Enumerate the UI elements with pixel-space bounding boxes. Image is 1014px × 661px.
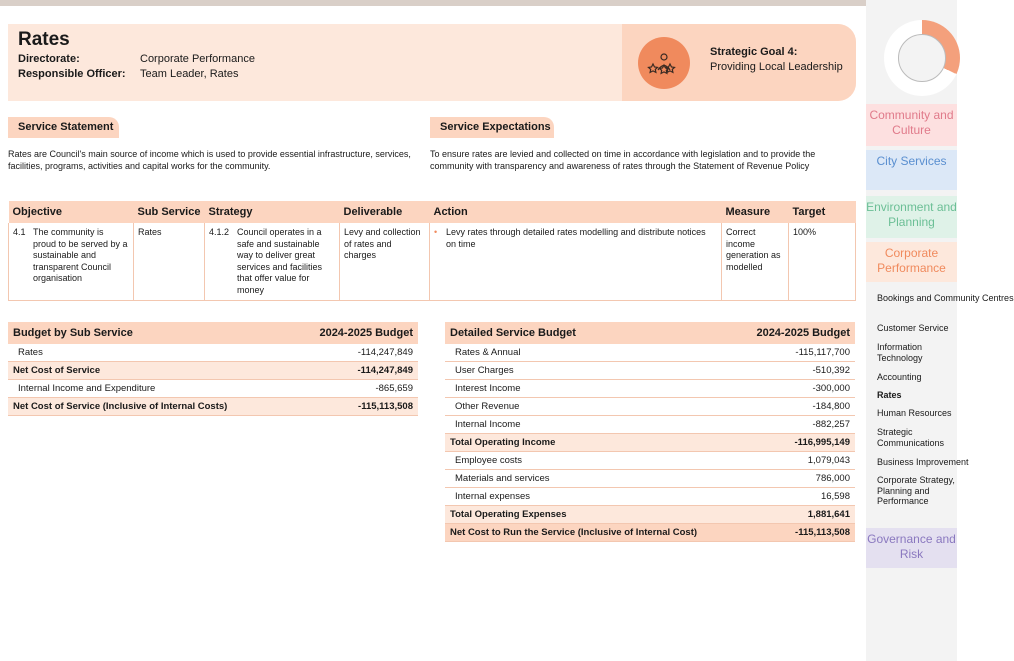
row-label: Net Cost of Service <box>8 362 289 380</box>
row-label: Rates & Annual <box>445 344 737 362</box>
row-label: Internal Income <box>445 416 737 434</box>
detailed-budget-title: Detailed Service Budget <box>445 322 737 344</box>
row-label: Materials and services <box>445 470 737 488</box>
sub-service-cell: Rates <box>134 223 205 301</box>
nav-sub-business-improvement[interactable]: Business Improvement <box>877 457 969 467</box>
row-label: Net Cost to Run the Service (Inclusive of Internal Cost) <box>445 524 737 542</box>
directorate-value: Corporate Performance <box>140 53 255 65</box>
table-row <box>9 223 856 301</box>
row-label: Employee costs <box>445 452 737 470</box>
nav-label: Community and Culture <box>869 108 954 137</box>
row-label: Net Cost of Service (Inclusive of Internal Costs) <box>8 398 289 416</box>
col-measure: Measure <box>722 201 789 223</box>
nav-sub-information-technology[interactable]: Information Technology <box>877 342 923 363</box>
action-text: Levy rates through detailed rates modelling and distribute notices on time <box>446 227 706 249</box>
strategic-goal-box <box>622 24 856 101</box>
row-label: Other Revenue <box>445 398 737 416</box>
target-cell: 100% <box>789 223 856 301</box>
nav-environment-planning[interactable] <box>866 196 957 238</box>
row-value: 16,598 <box>737 488 855 506</box>
budget-by-sub-service-table <box>8 322 418 416</box>
row-value: 1,079,043 <box>737 452 855 470</box>
deliverable-cell: Levy and collection of rates and charges <box>340 223 430 301</box>
table-row <box>445 434 855 452</box>
table-row <box>445 506 855 524</box>
row-value: -115,113,508 <box>289 398 418 416</box>
page-title: Rates <box>18 29 70 50</box>
table-row <box>445 452 855 470</box>
nav-city-services[interactable] <box>866 150 957 190</box>
table-row <box>445 362 855 380</box>
row-label: Rates <box>8 344 289 362</box>
nav-sub-corporate-strategy[interactable]: Corporate Strategy, Planning and Performance <box>877 475 955 506</box>
service-expectations-label: Service Expectations <box>430 117 554 138</box>
row-value: -882,257 <box>737 416 855 434</box>
table-row <box>8 362 418 380</box>
col-target: Target <box>789 201 856 223</box>
objective-cell <box>9 223 134 301</box>
nav-sub-bookings[interactable]: Bookings and Community Centres <box>877 293 1014 303</box>
page-header <box>8 24 856 101</box>
row-value: -115,113,508 <box>737 524 855 542</box>
table-row <box>8 344 418 362</box>
row-label: User Charges <box>445 362 737 380</box>
service-statement-text: Rates are Council's main source of income which is used to provide essential infrastructure, services, facilities, programs, activities and capital works for the community. <box>8 149 411 171</box>
col-action: Action <box>430 201 722 223</box>
col-deliverable: Deliverable <box>340 201 430 223</box>
row-value: 786,000 <box>737 470 855 488</box>
row-value: -115,117,700 <box>737 344 855 362</box>
goal-text: Providing Local Leadership <box>710 61 843 73</box>
directorate-label: Directorate: <box>18 53 80 65</box>
row-value: -510,392 <box>737 362 855 380</box>
table-row <box>445 398 855 416</box>
people-stars-icon <box>638 37 690 89</box>
nav-label: City Services <box>876 154 947 168</box>
row-value: -114,247,849 <box>289 362 418 380</box>
nav-label: Environment and Planning <box>866 200 957 229</box>
detailed-service-budget-table <box>445 322 855 542</box>
objective-number: 4.1 <box>13 227 26 237</box>
objective-text: The community is proud to be served by a sustainable and transparent Council organisation <box>33 227 128 283</box>
officer-value: Team Leader, Rates <box>140 68 239 80</box>
row-label: Total Operating Income <box>445 434 737 452</box>
nav-sub-strategic-communications[interactable]: Strategic Communications <box>877 427 945 448</box>
progress-donut <box>884 20 960 96</box>
nav-community-culture[interactable] <box>866 104 957 146</box>
row-label: Interest Income <box>445 380 737 398</box>
row-value: -116,995,149 <box>737 434 855 452</box>
nav-sub-rates[interactable]: Rates <box>877 390 902 400</box>
row-value: -114,247,849 <box>289 344 418 362</box>
strategy-cell <box>205 223 340 301</box>
nav-label: Governance and Risk <box>867 532 956 561</box>
col-objective: Objective <box>9 201 134 223</box>
nav-corporate-performance[interactable] <box>866 242 957 282</box>
service-expectations-text: To ensure rates are levied and collected on time in accordance with legislation and to provide the community with transparency and awareness of rates through the Statement of Revenue Policy <box>430 149 816 171</box>
nav-bg <box>866 104 957 146</box>
objective-table <box>8 201 856 301</box>
officer-label: Responsible Officer: <box>18 68 126 80</box>
service-statement-label: Service Statement <box>8 117 119 138</box>
action-cell <box>430 223 722 301</box>
strategy-text: Council operates in a safe and sustainable way to deliver great services and facilities that offer value for money <box>237 227 323 295</box>
col-strategy: Strategy <box>205 201 340 223</box>
row-value: 1,881,641 <box>737 506 855 524</box>
table-row <box>8 380 418 398</box>
table-row <box>445 380 855 398</box>
goal-title: Strategic Goal 4: <box>710 46 798 58</box>
top-nav-strip <box>0 0 866 6</box>
budget-sub-col: 2024-2025 Budget <box>289 322 418 344</box>
row-value: -865,659 <box>289 380 418 398</box>
table-row <box>445 344 855 362</box>
nav-sub-human-resources[interactable]: Human Resources <box>877 408 952 418</box>
table-row <box>8 398 418 416</box>
row-label: Internal Income and Expenditure <box>8 380 289 398</box>
detailed-budget-col: 2024-2025 Budget <box>737 322 855 344</box>
row-value: -184,800 <box>737 398 855 416</box>
col-sub-service: Sub Service <box>134 201 205 223</box>
table-row <box>445 488 855 506</box>
budget-sub-title: Budget by Sub Service <box>8 322 289 344</box>
row-label: Internal expenses <box>445 488 737 506</box>
measure-cell: Correct income generation as modelled <box>722 223 789 301</box>
strategy-number: 4.1.2 <box>209 227 230 237</box>
table-row <box>445 416 855 434</box>
nav-governance-risk[interactable] <box>866 528 957 568</box>
nav-sub-accounting[interactable]: Accounting <box>877 372 922 382</box>
bullet-icon: • <box>434 227 438 237</box>
table-row <box>445 524 855 542</box>
table-row <box>445 470 855 488</box>
nav-label: Corporate Performance <box>877 246 946 275</box>
row-label: Total Operating Expenses <box>445 506 737 524</box>
row-value: -300,000 <box>737 380 855 398</box>
nav-sub-customer-service[interactable]: Customer Service <box>877 323 949 333</box>
